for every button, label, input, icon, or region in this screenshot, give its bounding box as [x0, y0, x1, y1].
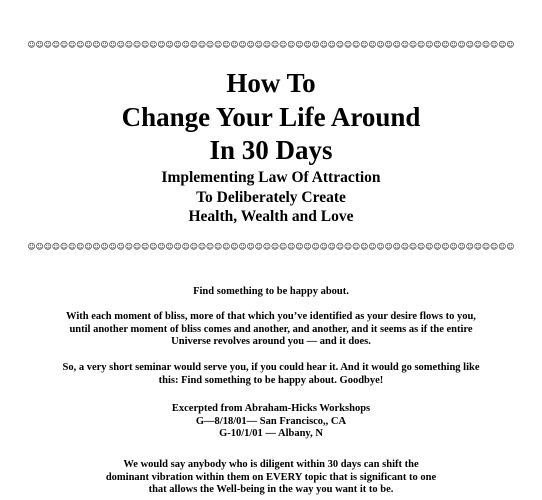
title-line-2: Change Your Life Around [121, 101, 421, 132]
title-line-1: How To [226, 68, 316, 98]
paragraph-line: Find something to be happy about. [193, 286, 349, 297]
title-line-3: In 30 Days [209, 135, 333, 165]
paragraph-line: dominant vibration within them on EVERY topic that is significant to one [105, 471, 437, 483]
subtitle-line-2: To Deliberately Create [196, 188, 346, 206]
paragraph-line: until another moment of bliss comes and another, and another, and it seems as if the entire [69, 323, 473, 335]
paragraph-line: Excerpted from Abraham-Hicks Workshops [171, 403, 371, 414]
paragraph-seminar [0, 362, 542, 387]
paragraph-line: So, a very short seminar would serve you, if you could hear it. And it would go something like [62, 362, 480, 373]
paragraph-line: this: Find something to be happy about. Goodbye! [158, 374, 384, 386]
subtitle-line-1: Implementing Law Of Attraction [161, 169, 381, 186]
paragraph-line: With each moment of bliss, more of that which you’ve identified as your desire flows to you, [66, 311, 476, 322]
paragraph-find-happy [0, 286, 542, 299]
subtitle-line-3: Health, Wealth and Love [188, 208, 354, 225]
paragraph-line: G-10/1/01 — Albany, N [219, 428, 323, 440]
paragraph-excerpt-source [0, 403, 542, 441]
paragraph-bliss [0, 311, 542, 349]
paragraph-line: Universe revolves around you — and it does. [171, 336, 371, 348]
paragraph-thirty-days [0, 459, 542, 497]
smiley-divider-top: ☺☺☺☺☺☺☺☺☺☺☺☺☺☺☺☺☺☺☺☺☺☺☺☺☺☺☺☺☺☺☺☺☺☺☺☺☺☺☺☺☺☺☺☺☺☺☺☺☺☺☺☺☺☺☺☺☺☺☺☺ [27, 40, 515, 49]
page-subtitle [0, 168, 542, 227]
page-title [0, 67, 542, 168]
paragraph-line: that allows the Well-being in the way you want it to be. [148, 484, 394, 496]
paragraph-line: G—8/18/01— San Francisco,, CA [195, 415, 347, 427]
smiley-divider-bottom: ☺☺☺☺☺☺☺☺☺☺☺☺☺☺☺☺☺☺☺☺☺☺☺☺☺☺☺☺☺☺☺☺☺☺☺☺☺☺☺☺☺☺☺☺☺☺☺☺☺☺☺☺☺☺☺☺☺☺☺☺ [27, 242, 515, 251]
paragraph-line: We would say anybody who is diligent within 30 days can shift the [123, 459, 419, 470]
